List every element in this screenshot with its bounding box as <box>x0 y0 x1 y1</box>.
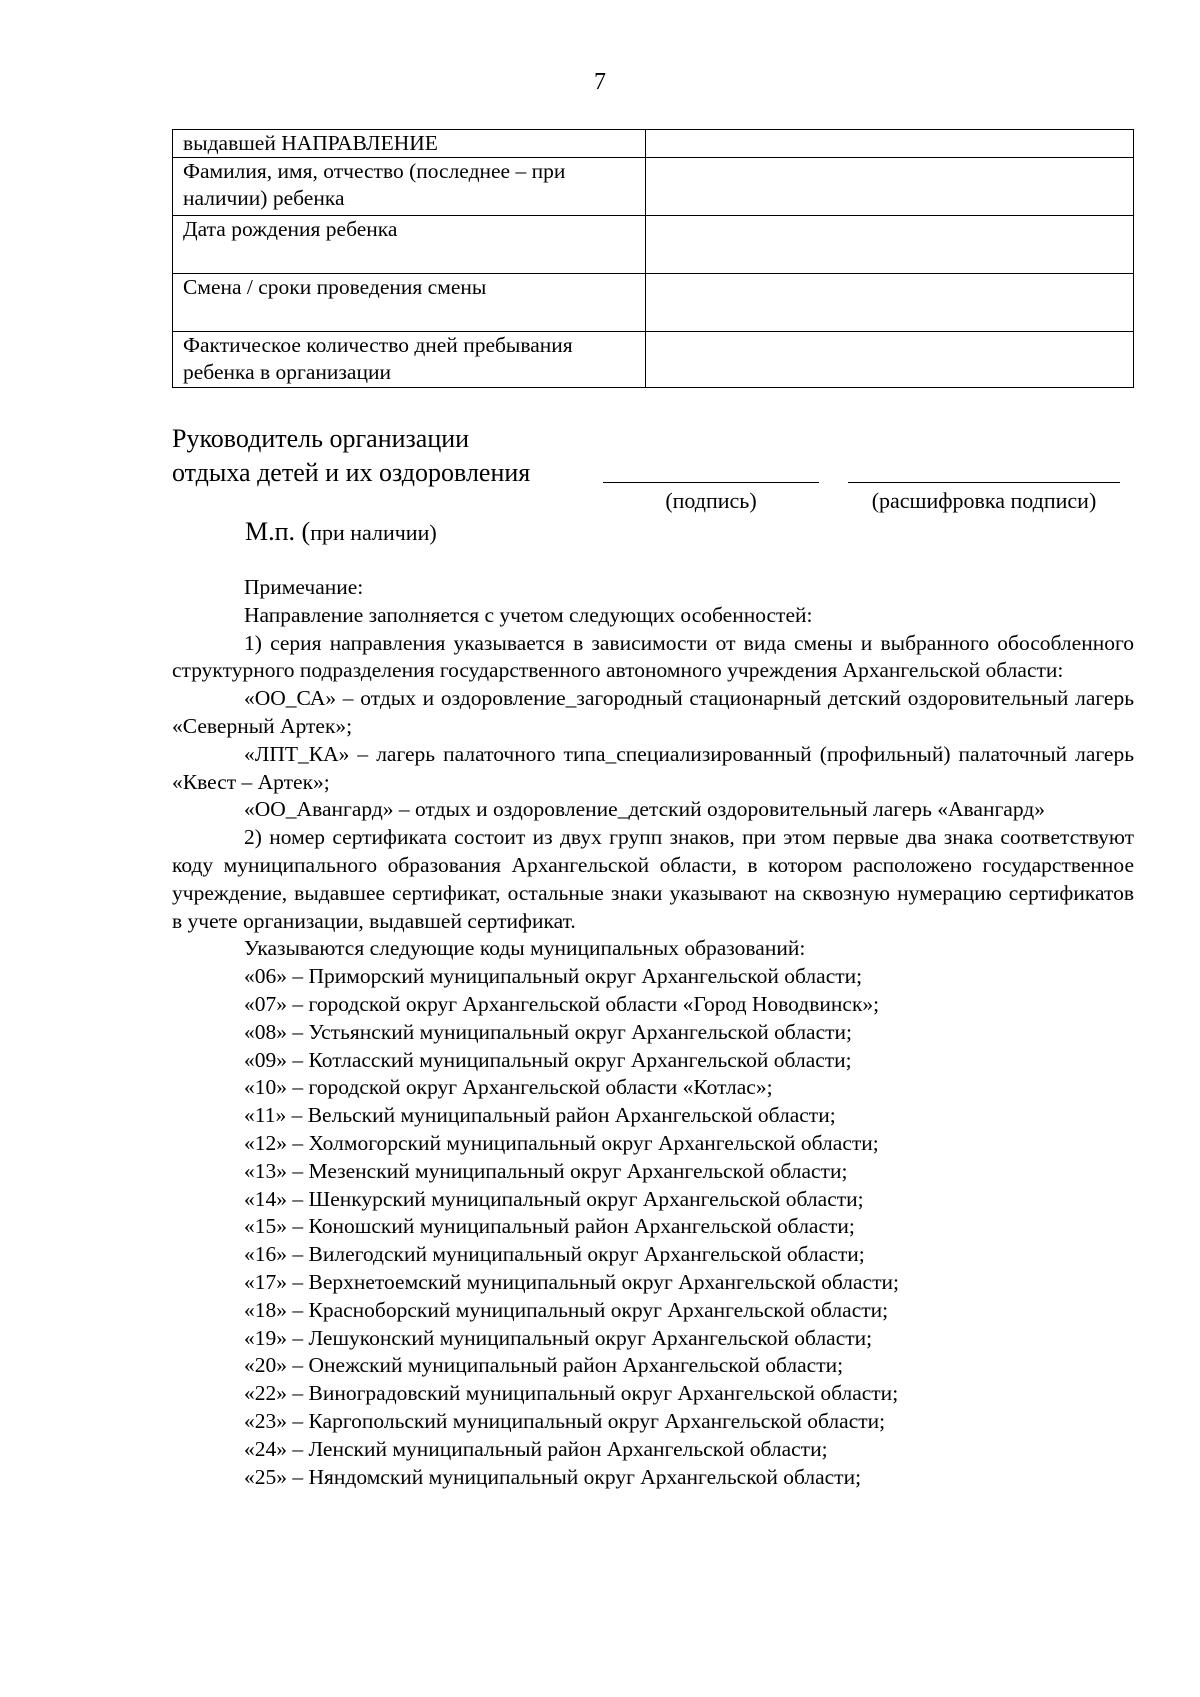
list-item: «07» – городской округ Архангельской области «Город Новодвинск»; <box>244 991 880 1016</box>
list-item: «18» – Красноборский муниципальный округ Архангельской области; <box>244 1297 889 1322</box>
list-item: «16» – Вилегодский муниципальный округ Архангельской области; <box>244 1242 865 1267</box>
table-cell-value[interactable] <box>646 130 1134 158</box>
list-item: «10» – городской округ Архангельской области «Котлас»; <box>244 1075 773 1100</box>
table-cell-label: Смена / сроки проведения смены <box>173 274 646 332</box>
list-item: «06» – Приморский муниципальный округ Архангельской области; <box>244 964 863 989</box>
signer-title <box>172 422 530 490</box>
table-cell-label: Дата рождения ребенка <box>173 216 646 274</box>
stamp-main: М.п. ( <box>245 517 311 546</box>
list-item: «22» – Виноградовский муниципальный округ Архангельской области; <box>244 1381 899 1406</box>
notes-heading: Примечание: <box>244 575 364 599</box>
list-item: «20» – Онежский муниципальный район Архангельской области; <box>244 1353 844 1378</box>
series-item: «ЛПТ_КА» – лагерь палаточного типа_специализированный (профильный) палаточный лагерь «Квест – Артек»; <box>172 741 1134 794</box>
signer-title-line2: отдыха детей и их оздоровления <box>172 458 531 487</box>
signature-line[interactable] <box>603 482 819 483</box>
list-item: «08» – Устьянский муниципальный округ Архангельской области; <box>244 1019 853 1044</box>
signer-title-line1: Руководитель организации <box>172 424 470 453</box>
series-item: «ОО_Авангард» – отдых и оздоровление_детский оздоровительный лагерь «Авангард» <box>244 797 1045 822</box>
notes-item-2: 2) номер сертификата состоит из двух групп знаков, при этом первые два знака соответствуют коду муниципального образования Архангельской области, в котором расположено государственное учреждение, выдавшее сертификат, остальные знаки указывают на сквозную нумерацию сертификатов в учете организации, выдавшей сертификат. <box>172 825 1134 933</box>
list-item: «19» – Лешуконский муниципальный округ Архангельской области; <box>244 1325 873 1350</box>
list-item: «11» – Вельский муниципальный район Архангельской области; <box>244 1103 836 1128</box>
table-cell-label: Фамилия, имя, отчество (последнее – при наличии) ребенка <box>173 158 646 216</box>
stamp-note: при наличии) <box>310 520 437 545</box>
codes-intro: Указываются следующие коды муниципальных образований: <box>244 936 806 961</box>
series-item: «ОО_СА» – отдых и оздоровление_загородный стационарный детский оздоровительный лагерь «Северный Артек»; <box>172 686 1134 738</box>
table-cell-label: выдавшей НАПРАВЛЕНИЕ <box>173 130 646 158</box>
list-item: «13» – Мезенский муниципальный округ Архангельской области; <box>244 1158 848 1183</box>
list-item: «14» – Шенкурский муниципальный округ Архангельской области; <box>244 1186 864 1211</box>
table-row <box>173 274 1134 332</box>
table-cell-value[interactable] <box>646 332 1134 388</box>
table-cell-value[interactable] <box>646 216 1134 274</box>
table-row <box>173 216 1134 274</box>
list-item: «25» – Няндомский муниципальный округ Архангельской области; <box>244 1464 862 1489</box>
list-item: «12» – Холмогорский муниципальный округ Архангельской области; <box>244 1130 879 1155</box>
notes-item-1: 1) серия направления указывается в зависимости от вида смены и выбранного обособленного структурного подразделения государственного автономного учреждения Архангельской области: <box>172 630 1134 683</box>
list-item: «15» – Коношский муниципальный район Архангельской области; <box>244 1214 855 1239</box>
table-cell-label: Фактическое количество дней пребывания ребенка в организации <box>173 332 646 388</box>
signature-decode-line[interactable] <box>848 482 1120 483</box>
table-cell-value[interactable] <box>646 158 1134 216</box>
list-item: «17» – Верхнетоемский муниципальный округ Архангельской области; <box>244 1269 899 1294</box>
table-cell-value[interactable] <box>646 274 1134 332</box>
list-item: «23» – Каргопольский муниципальный округ Архангельской области; <box>244 1408 886 1433</box>
page-number: 7 <box>594 69 606 95</box>
codes-list <box>172 963 1134 1491</box>
signature-caption: (подпись) <box>665 488 757 513</box>
table-row <box>173 332 1134 388</box>
notes-intro: Направление заполняется с учетом следующих особенностей: <box>244 602 813 627</box>
list-item: «09» – Котласский муниципальный округ Архангельской области; <box>244 1047 852 1072</box>
notes-section <box>172 574 1134 1491</box>
signature-decode-caption: (расшифровка подписи) <box>871 488 1097 513</box>
stamp-place <box>245 517 437 548</box>
table-row <box>173 130 1134 158</box>
table-row <box>173 158 1134 216</box>
form-table <box>172 129 1134 388</box>
list-item: «24» – Ленский муниципальный район Архангельской области; <box>244 1436 828 1461</box>
